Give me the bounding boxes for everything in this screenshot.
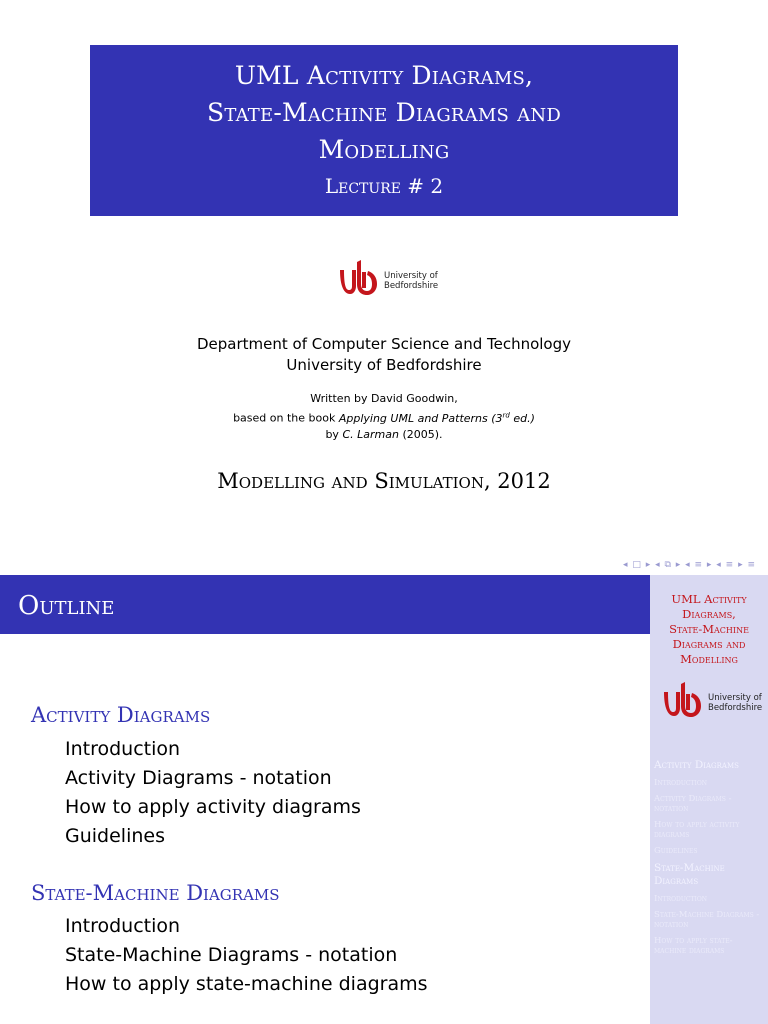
list-item[interactable]: State-Machine Diagrams - notation — [65, 944, 398, 966]
book-title — [339, 412, 535, 425]
university-logo — [338, 258, 438, 298]
book-edition-sup: rd — [502, 411, 510, 419]
sidebar-title — [650, 592, 768, 667]
title-line-1: UML Activity Diagrams, — [234, 61, 534, 90]
beamer-nav-icons[interactable]: ◂ □ ▸ ◂ ⧉ ▸ ◂ ≡ ▸ ◂ ≡ ▸ ≡ — [622, 560, 756, 570]
based-on-prefix: based on the book — [233, 411, 339, 425]
based-on-line — [0, 407, 768, 427]
title-line-2: State-Machine Diagrams and — [207, 98, 561, 127]
credits-block — [0, 391, 768, 443]
list-item[interactable]: Guidelines — [65, 825, 165, 847]
book-title-suffix: ed.) — [509, 411, 535, 425]
logo-text-1: University of — [384, 271, 438, 281]
book-title-text: Applying UML and Patterns (3 — [338, 411, 503, 425]
university-name: University of Bedfordshire — [286, 356, 482, 374]
section-heading-state-machine[interactable]: State-Machine Diagrams — [31, 881, 280, 905]
author-name: C. Larman — [342, 427, 399, 441]
written-by: Written by David Goodwin, — [310, 392, 458, 405]
sidebar-nav-item[interactable]: Guidelines — [654, 846, 698, 856]
state-machine-subsection-list — [65, 912, 428, 999]
sidebar-title-line-3: State-Machine — [669, 622, 749, 636]
uob-logo-icon — [338, 258, 382, 298]
title-line-3: Modelling — [318, 135, 450, 164]
sidebar-nav-item[interactable]: Introduction — [654, 894, 708, 904]
sidebar-title-line-4: Diagrams and — [672, 637, 746, 651]
department-name: Department of Computer Science and Technology — [196, 335, 572, 353]
outline-title: Outline — [18, 591, 115, 621]
list-item[interactable]: How to apply activity diagrams — [65, 796, 361, 818]
logo-text-2: Bedfordshire — [384, 281, 439, 291]
sidebar-logo-text-1: University of — [708, 693, 762, 703]
activity-subsection-list — [65, 735, 361, 851]
title-block — [90, 45, 678, 216]
sidebar-logo-text-2: Bedfordshire — [708, 703, 763, 713]
department-block — [0, 334, 768, 376]
sidebar-title-line-2: Diagrams, — [682, 607, 736, 621]
sidebar-nav-section[interactable]: State-Machine Diagrams — [654, 862, 725, 887]
author-line — [0, 427, 768, 443]
list-item[interactable]: Introduction — [65, 915, 181, 937]
sidebar-nav-item[interactable]: Activity Diagrams - notation — [654, 794, 732, 814]
sidebar-title-line-5: Modelling — [680, 652, 738, 666]
sidebar-nav — [654, 753, 764, 956]
list-item[interactable]: Activity Diagrams - notation — [65, 767, 332, 789]
section-heading-activity[interactable]: Activity Diagrams — [31, 703, 211, 727]
list-item[interactable]: Introduction — [65, 738, 181, 760]
list-item[interactable]: How to apply state-machine diagrams — [65, 973, 428, 995]
book-year: (2005). — [398, 427, 443, 441]
lecture-subtitle: Lecture # 2 — [324, 174, 444, 198]
sidebar — [650, 575, 768, 1024]
sidebar-nav-item[interactable]: How to apply activity diagrams — [654, 820, 740, 840]
sidebar-title-line-1: UML Activity — [671, 592, 747, 606]
sidebar-nav-item[interactable]: State-Machine Diagrams - notation — [654, 910, 760, 930]
sidebar-nav-section[interactable]: Activity Diagrams — [654, 759, 739, 771]
sidebar-university-logo — [662, 680, 762, 720]
sidebar-nav-item[interactable]: Introduction — [654, 778, 708, 788]
outline-slide — [0, 575, 768, 1024]
outline-header-bar — [0, 575, 650, 634]
course-title: Modelling and Simulation, 2012 — [217, 469, 551, 493]
by-prefix: by — [325, 427, 343, 441]
uob-logo-icon — [662, 680, 706, 720]
sidebar-nav-item[interactable]: How to apply state-machine diagrams — [654, 936, 733, 956]
